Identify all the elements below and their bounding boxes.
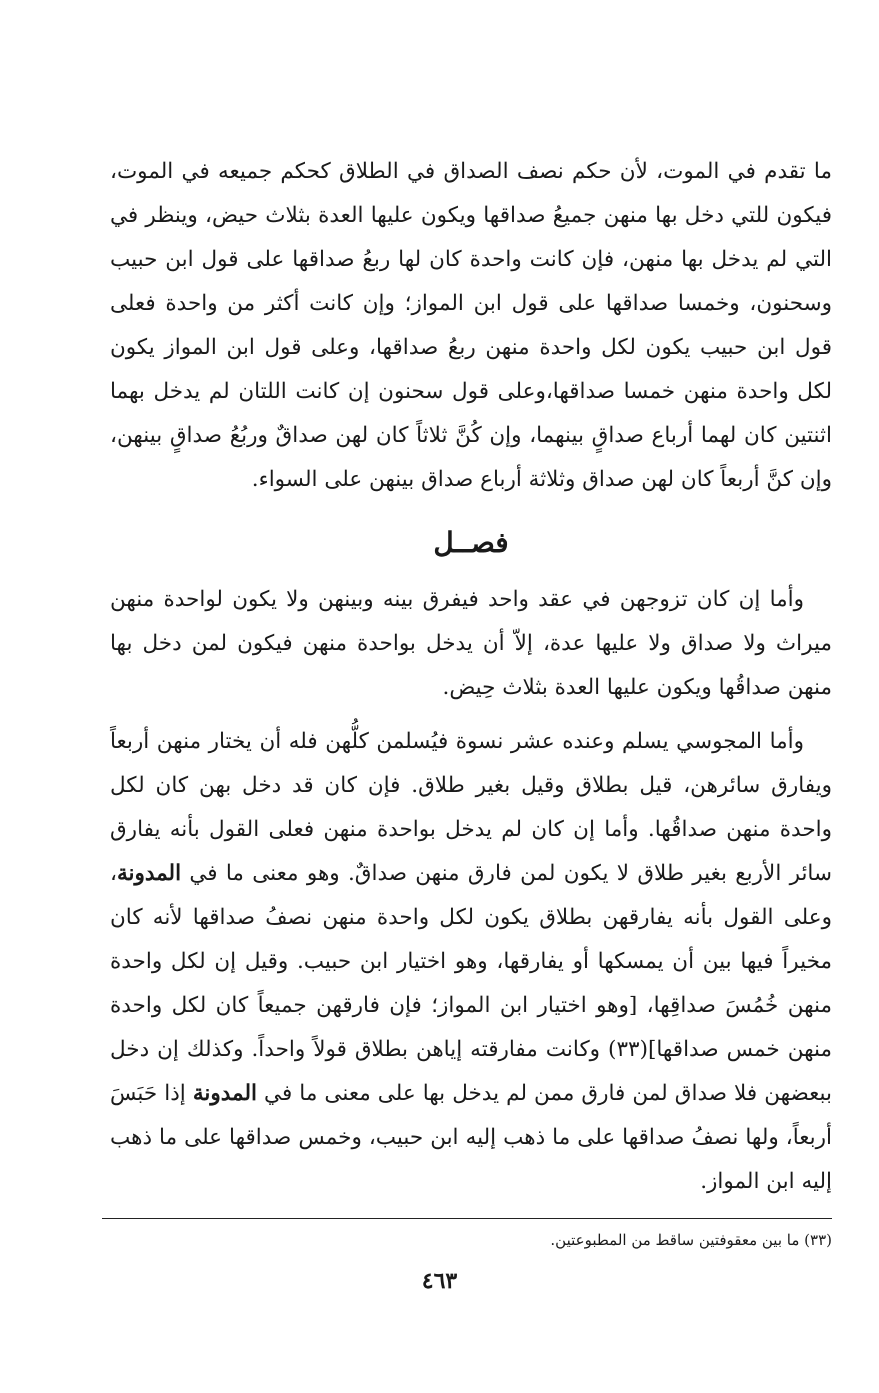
- page-number: ٤٦٣: [421, 1268, 458, 1294]
- footnote-rule: [102, 1218, 832, 1219]
- paragraph-continuation: ما تقدم في الموت، لأن حكم نصف الصداق في الطلاق كحكم جميعه في الموت، فيكون للتي دخل بها منهن جميعُ صداقها ويكون عليها العدة بثلاث حيض، وينظر في التي لم يدخل بها منهن، فإن كانت واحدة كان لها ربعُ صداقها على قول ابن حبيب وسحنون، وخمسا صداقها على قول ابن المواز؛ وإن كانت أكثر من واحدة فعلى قول ابن حبيب يكون لكل واحدة منهن ربعُ صداقها، وعلى قول ابن المواز يكون لكل واحدة منهن خمسا صداقها،وعلى قول سحنون إن كانت اللتان لم يدخل بهما اثنتين كان لهما أرباع صداقٍ بينهما، وإن كُنَّ ثلاثاً كان لهن صداقٌ وربُعُ صداقٍ بينهن، وإن كنَّ أربعاً كان لهن صداق وثلاثة أرباع صداق بينهن على السواء.: [110, 159, 832, 492]
- section-heading: فصــل: [433, 526, 509, 559]
- footnote: (٣٣) ما بين معقوفتين ساقط من المطبوعتين.: [550, 1231, 832, 1249]
- paragraph-magian-part3: إذا حَبَسَ أربعاً، ولها نصفُ صداقها على ما ذهب إليه ابن حبيب، وخمس صداقها على ما ذهب إليه ابن المواز.: [110, 1081, 832, 1194]
- paragraph-magian-part1: وأما المجوسي يسلم وعنده عشر نسوة فيُسلمن كلُّهن فله أن يختار منهن أربعاً ويفارق سائرهن، قيل بطلاق وقيل بغير طلاق. فإن كان قد دخل بهن كان لكل واحدة منهن صداقُها. وأما إن كان لم يدخل بواحدة منهن فعلى القول بأنه يفارق سائر الأربع بغير طلاق لا يكون لمن فارق منهن صداقٌ. وهو معنى ما في: [110, 729, 832, 886]
- term-mudawwana-1: المدونة: [116, 861, 182, 886]
- paragraph-magian: [110, 720, 832, 1204]
- term-mudawwana-2: المدونة: [192, 1081, 257, 1106]
- page-body: [110, 150, 832, 1253]
- paragraph-magian-part2: ، وعلى القول بأنه يفارقهن بطلاق يكون لكل واحدة منهن نصفُ صداقها لأنه كان مخيراً فيها بين أن يمسكها أو يفارقها، وهو اختيار ابن حبيب. وقيل إن لكل واحدة منهن خُمُسَ صداقِها، [وهو اختيار ابن المواز؛ فإن فارقهن جميعاً كان لكل واحدة منهن خمس صداقها](٣٣) وكانت مفارقته إياهن بطلاق قولاً واحداً. وكذلك إن دخل ببعضهن فلا صداق لمن فارق ممن لم يدخل بها على معنى ما في: [110, 861, 832, 1106]
- paragraph-single-contract: وأما إن كان تزوجهن في عقد واحد فيفرق بينه وبينهن ولا يكون لواحدة منهن ميراث ولا صداق ولا عليها عدة، إلاّ أن يدخل بواحدة منهن فيكون لمن دخل بها منهن صداقُها ويكون عليها العدة بثلاث حِيض.: [110, 587, 832, 700]
